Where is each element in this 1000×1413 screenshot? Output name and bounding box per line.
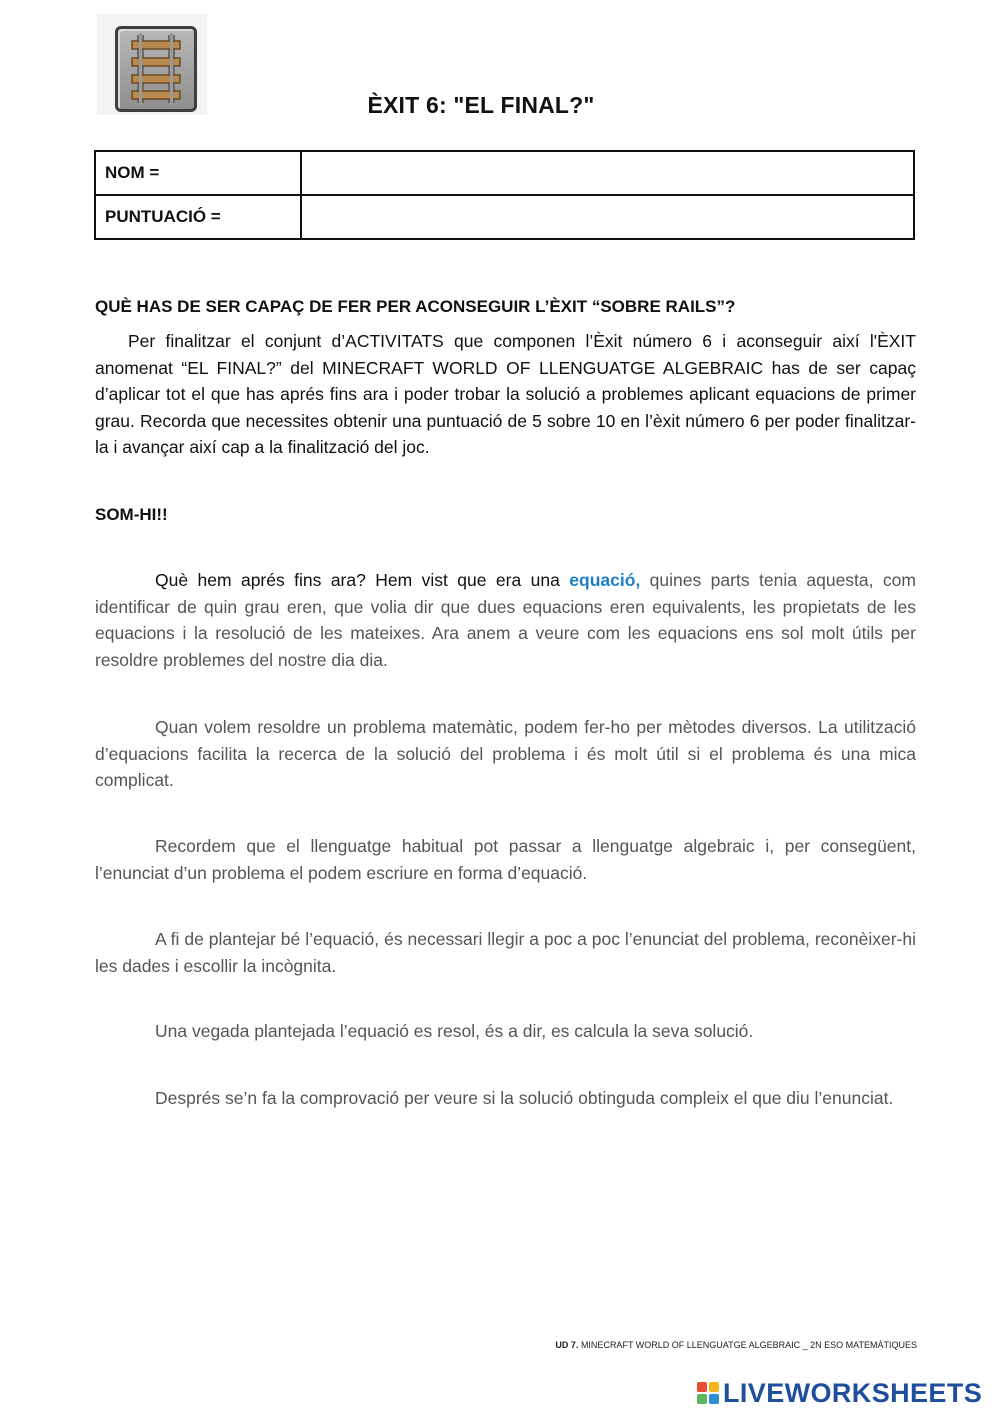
somhi-heading: SOM-HI!! [95,505,168,524]
student-info-table [94,150,915,240]
table-row [95,195,914,239]
liveworksheets-logo-icon [697,1382,719,1404]
paragraph-1 [95,567,916,673]
score-field[interactable] [301,195,914,239]
footer-unit: UD 7. [555,1340,579,1350]
table-row [95,151,914,195]
paragraph-1-rest: quines parts tenia aquesta, com identificar de quin grau eren, que volia dir que dues equacions eren equivalents, les propietats de les equacions i la resolució de les mateixes. Ara anem a veure com les equacions ens sol molt útils per resoldre problemes del nostre dia dia. [95,570,916,670]
page-title: ÈXIT 6: "EL FINAL?" [367,92,595,118]
section-heading: QUÈ HAS DE SER CAPAÇ DE FER PER ACONSEGUIR L’ÈXIT “SOBRE RAILS”? [95,297,736,316]
paragraph-6: Després se’n fa la comprovació per veure si la solució obtinguda compleix el que diu l’enunciat. [155,1088,894,1108]
paragraph-2: Quan volem resoldre un problema matemàtic, podem fer-ho per mètodes diversos. La utilització d’equacions facilita la recerca de la solució del problema i és molt útil si el problema és una mica complicat. [95,717,916,790]
keyword-equacio: equació, [569,570,641,590]
name-label: NOM = [95,151,301,195]
paragraph-1-start: Què hem aprés fins ara? Hem vist que era una [155,570,570,590]
name-field[interactable] [301,151,914,195]
footer-course-text: MINECRAFT WORLD OF LLENGUATGE ALGEBRAIC _ 2N ESO MATEMÀTIQUES [578,1340,917,1350]
intro-paragraph: Per finalitzar el conjunt d’ACTIVITATS que componen l’Èxit número 6 i aconseguir així l'ÈXIT anomenat “EL FINAL?” del MINECRAFT WORLD OF LLENGUATGE ALGEBRAIC has de ser capaç d’aplicar tot el que has aprés fins ara i poder trobar la solució a problemes aplicant equacions de primer grau. Recorda que necessites obtenir una puntuació de 5 sobre 10 en l’èxit número 6 per poder finalitzar-la i avançar així cap a la finalització del joc. [95,331,916,457]
paragraph-5: Una vegada plantejada l’equació es resol, és a dir, es calcula la seva solució. [155,1021,754,1041]
liveworksheets-brand[interactable] [697,1376,982,1410]
footer-course-line [440,1340,917,1350]
paragraph-3: Recordem que el llenguatge habitual pot passar a llenguatge algebraic i, per consegüent, l’enunciat d’un problema el podem escriure en forma d’equació. [95,836,916,883]
paragraph-4: A fi de plantejar bé l’equació, és necessari llegir a poc a poc l’enunciat del problema, reconèixer-hi les dades i escollir la incògnita. [95,929,916,976]
brand-name: LIVEWORKSHEETS [723,1377,983,1408]
score-label: PUNTUACIÓ = [95,195,301,239]
